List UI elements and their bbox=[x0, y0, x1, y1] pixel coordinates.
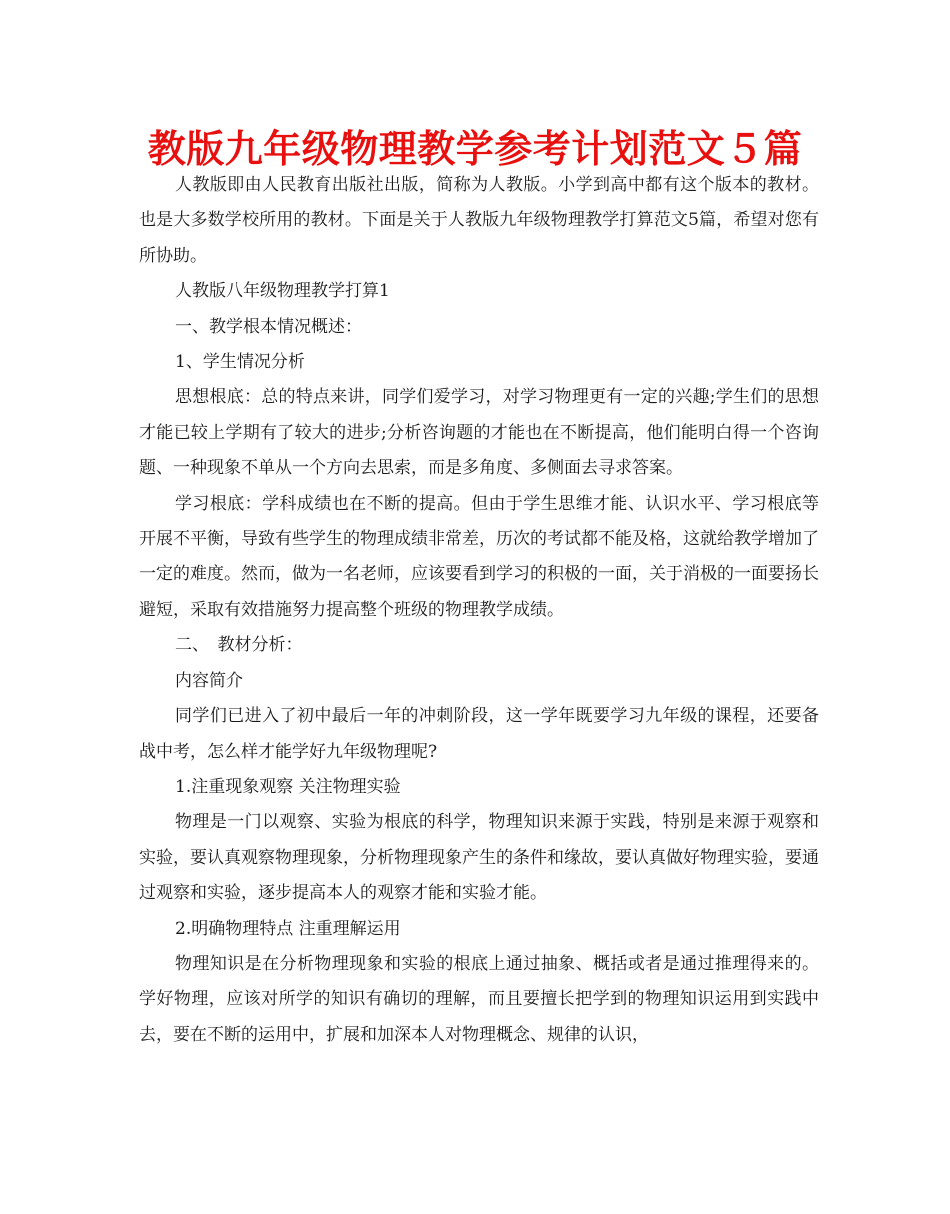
heading-textbook-analysis: 二、 教材分析： bbox=[175, 635, 303, 656]
paragraph-understanding: 物理知识是在分析物理现象和实验的根底上通过抽象、概括或者是通过推理得来的。学好物理，应该对所学的知识有确切的理解，而且要擅长把学到的物理知识运用到实践中去，要在不断的运用中，扩展和加深本人对物理概念、规律的认识， bbox=[139, 953, 819, 1045]
paragraph-thinking-foundation: 思想根底：总的特点来讲，同学们爱学习，对学习物理更有一定的兴趣;学生们的思想才能已较上学期有了较大的进步;分析咨询题的才能也在不断提高，他们能明白得一个咨询题、一种现象不单从一个方向去思索，而是多角度、多侧面去寻求答案。 bbox=[139, 387, 819, 479]
heading-observation: 1.注重现象观察 关注物理实验 bbox=[175, 776, 401, 797]
intro-paragraph: 人教版即由人民教育出版社出版，简称为人教版。小学到高中都有这个版本的教材。也是大多数学校所用的教材。下面是关于人教版九年级物理教学打算范文5篇，希望对您有所协助。 bbox=[139, 175, 819, 266]
paragraph-observation: 物理是一门以观察、实验为根底的科学，物理知识来源于实践，特别是来源于观察和实验，要认真观察物理现象，分析物理现象产生的条件和缘故，要认真做好物理实验，要通过观察和实验，逐步提高本人的观察才能和实验才能。 bbox=[139, 812, 819, 904]
paragraph-content-summary: 同学们已进入了初中最后一年的冲刺阶段，这一学年既要学习九年级的课程，还要备战中考，怎么样才能学好九年级物理呢? bbox=[139, 706, 819, 762]
section-heading-plan-1: 人教版八年级物理教学打算1 bbox=[175, 281, 390, 302]
heading-student-analysis: 1、学生情况分析 bbox=[175, 352, 305, 373]
heading-understanding: 2.明确物理特点 注重理解运用 bbox=[175, 918, 401, 939]
heading-overview: 一、教学根本情况概述： bbox=[175, 316, 362, 337]
heading-content-summary: 内容简介 bbox=[175, 670, 243, 691]
document-title: 教版九年级物理教学参考计划范文５篇 bbox=[147, 127, 803, 171]
paragraph-learning-foundation: 学习根底：学科成绩也在不断的提高。但由于学生思维才能、认识水平、学习根底等开展不平衡，导致有些学生的物理成绩非常差，历次的考试都不能及格，这就给教学增加了一定的难度。然而，做为一名老师，应该要看到学习的积极的一面，关于消极的一面要扬长避短，采取有效措施努力提高整个班级的物理教学成绩。 bbox=[139, 493, 819, 620]
document-body bbox=[139, 168, 819, 1053]
